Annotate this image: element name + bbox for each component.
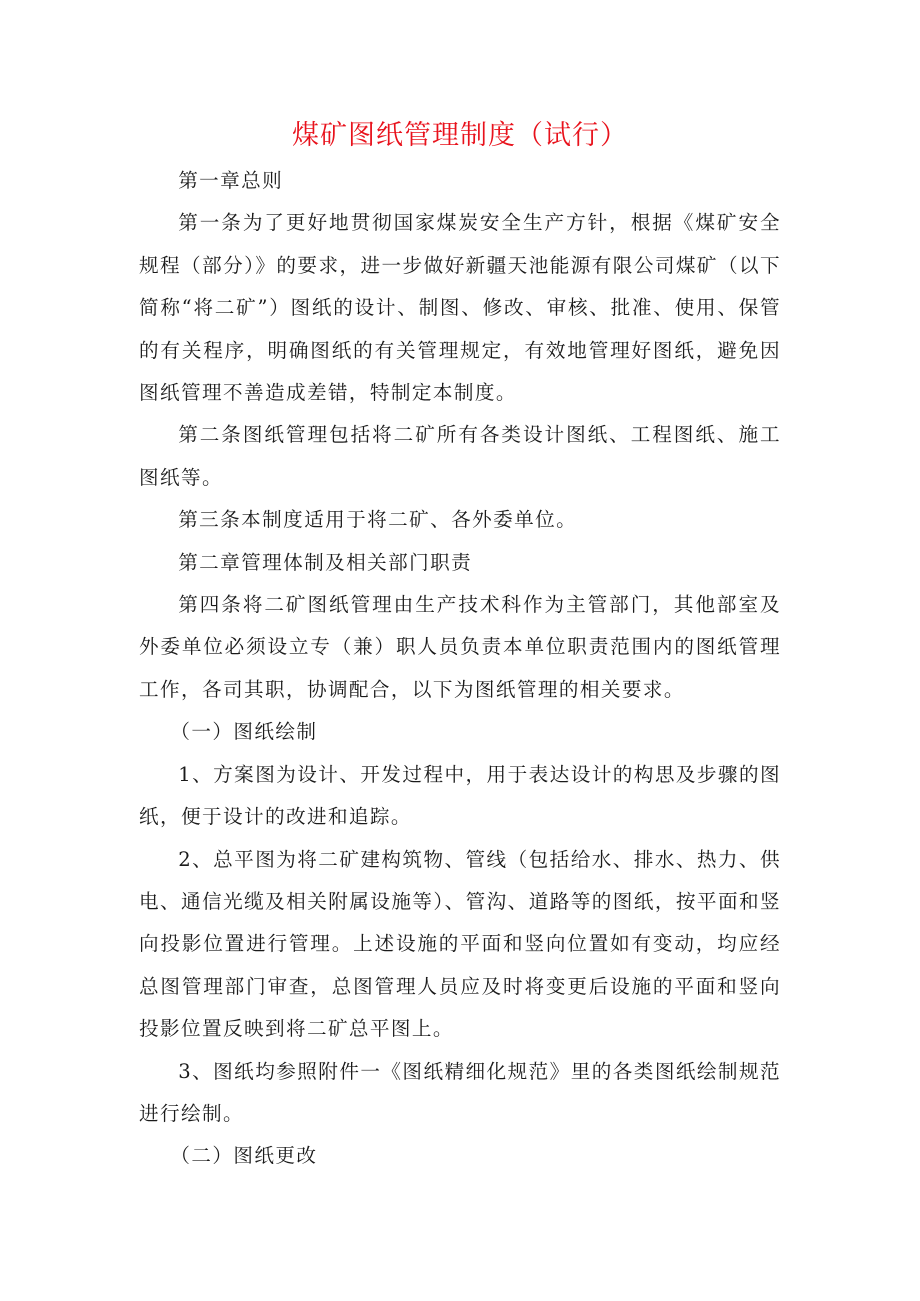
paragraph: 2、总平图为将二矿建构筑物、管线（包括给水、排水、热力、供电、通信光缆及相关附属设施等）、管沟、道路等的图纸，按平面和竖向投影位置进行管理。上述设施的平面和竖向位置如有变动，均应经总图管理部门审查，总图管理人员应及时将变更后设施的平面和竖向投影位置反映到将二矿总平图上。 [139, 847, 781, 1041]
chapter-heading: 第二章管理体制及相关部门职责 [178, 550, 473, 574]
paragraph: 第四条将二矿图纸管理由生产技术科作为主管部门，其他部室及外委单位必须设立专（兼）职人员负责本单位职责范围内的图纸管理工作，各司其职，协调配合，以下为图纸管理的相关要求。 [139, 593, 781, 701]
paragraph: 第一条为了更好地贯彻国家煤炭安全生产方针，根据《煤矿安全规程（部分）》的要求，进一步做好新疆天池能源有限公司煤矿（以下简称“将二矿”）图纸的设计、制图、修改、审核、批准、使用、保管的有关程序，明确图纸的有关管理规定，有效地管理好图纸，避免因图纸管理不善造成差错，特制定本制度。 [139, 211, 781, 405]
paragraph: 1、方案图为设计、开发过程中，用于表达设计的构思及步骤的图纸，便于设计的改进和追踪。 [139, 762, 781, 829]
paragraph: 第三条本制度适用于将二矿、各外委单位。 [178, 508, 578, 532]
document-title: 煤矿图纸管理制度（试行） [292, 120, 628, 151]
section-heading: （二）图纸更改 [170, 1144, 318, 1168]
section-heading: （一）图纸绘制 [170, 720, 318, 744]
paragraph: 3、图纸均参照附件一《图纸精细化规范》里的各类图纸绘制规范进行绘制。 [139, 1059, 781, 1125]
document-body [139, 160, 781, 1178]
chapter-heading: 第一章总则 [178, 169, 284, 192]
paragraph: 第二条图纸管理包括将二矿所有各类设计图纸、工程图纸、施工图纸等。 [139, 423, 781, 489]
